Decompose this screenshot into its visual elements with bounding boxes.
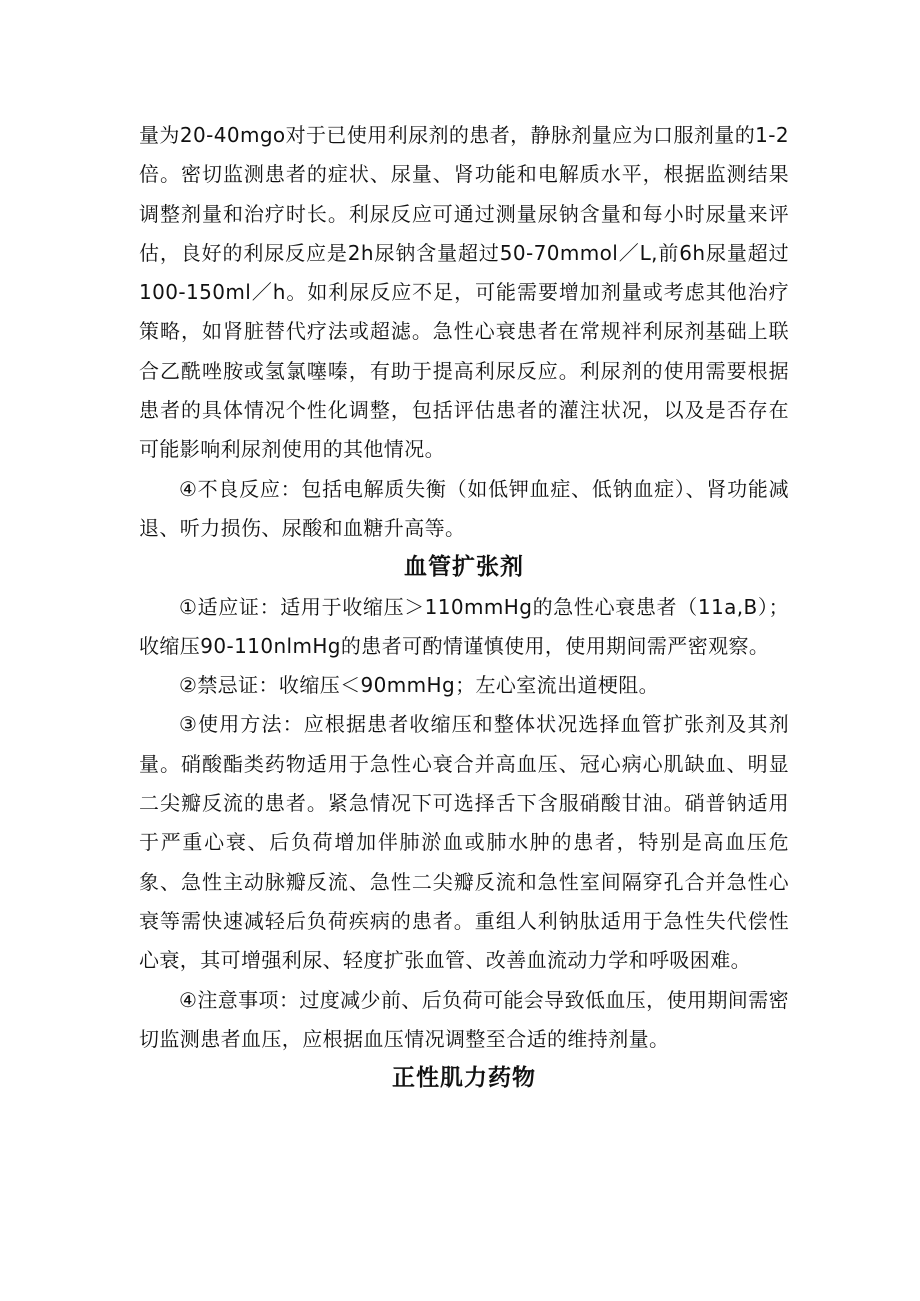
document-page bbox=[139, 116, 789, 1098]
section-heading-vasodilator: 血管扩张剂 bbox=[404, 554, 524, 581]
vasodilator-precautions-paragraph: ④注意事项：过度减少前、后负荷可能会导致低血压，使用期间需密切监测患者血压，应根据血压情况调整至合适的维持剂量。 bbox=[139, 987, 789, 1051]
vasodilator-contraindications-paragraph: ②禁忌证：收缩压＜90mmHg；左心室流出道梗阻。 bbox=[179, 673, 660, 698]
diuretic-dosage-paragraph: 量为20-40mgo对于已使用利尿剂的患者，静脉剂量应为口服剂量的1-2倍。密切监测患者的症状、尿量、肾功能和电解质水平，根据监测结果调整剂量和治疗时长。利尿反应可通过测量尿钠含量和每小时尿量来评估，良好的利尿反应是2h尿钠含量超过50-70mmol／L,前6h尿量超过100-150ml／h。如利尿反应不足，可能需要增加剂量或考虑其他治疗策略，如肾脏替代疗法或超滤。急性心衰患者在常规袢利尿剂基础上联合乙酰唑胺或氢氯噻嗪，有助于提高利尿反应。利尿剂的使用需要根据患者的具体情况个性化调整，包括评估患者的灌注状况，以及是否存在可能影响利尿剂使用的其他情况。 bbox=[139, 123, 789, 462]
vasodilator-indications-paragraph: ①适应证：适用于收缩压＞110mmHg的急性心衰患者（11a,B）；收缩压90-110nlmHg的患者可酌情谨慎使用，使用期间需严密观察。 bbox=[139, 594, 789, 658]
diuretic-adverse-effects-paragraph: ④不良反应：包括电解质失衡（如低钾血症、低钠血症）、肾功能减退、听力损伤、尿酸和血糖升高等。 bbox=[139, 476, 789, 540]
vasodilator-usage-paragraph: ③使用方法：应根据患者收缩压和整体状况选择血管扩张剂及其剂量。硝酸酯类药物适用于急性心衰合并高血压、冠心病心肌缺血、明显二尖瓣反流的患者。紧急情况下可选择舌下含服硝酸甘油。硝普钠适用于严重心衰、后负荷增加伴肺淤血或肺水肿的患者，特别是高血压危象、急性主动脉瓣反流、急性二尖瓣反流和急性室间隔穿孔合并急性心衰等需快速减轻后负荷疾病的患者。重组人利钠肽适用于急性失代偿性心衰，其可增强利尿、轻度扩张血管、改善血流动力学和呼吸困难。 bbox=[139, 712, 789, 973]
section-heading-inotropes: 正性肌力药物 bbox=[392, 1065, 536, 1092]
